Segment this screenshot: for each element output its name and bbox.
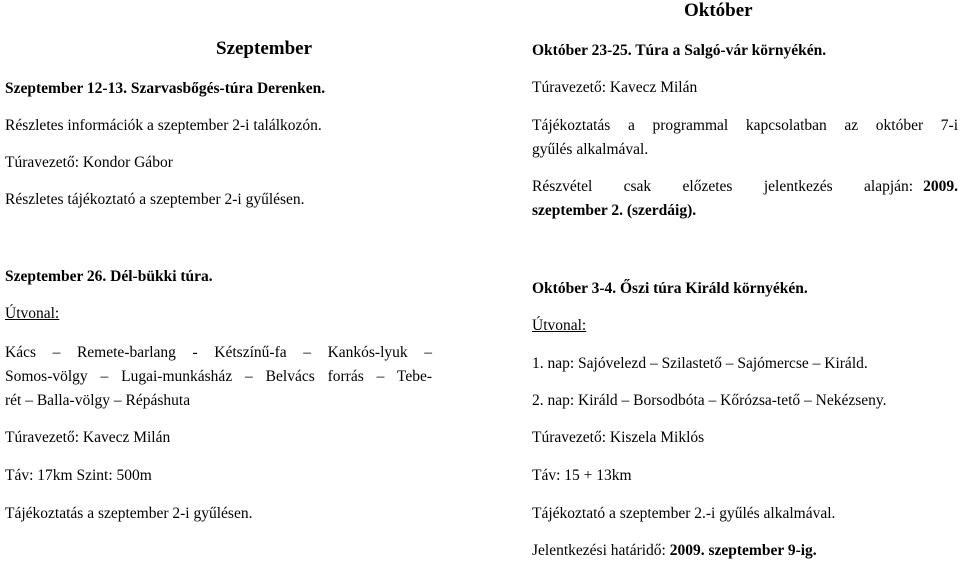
- september-tour-title: Szeptember 12-13. Szarvasbőgés-túra Derenken.: [5, 80, 326, 97]
- october-participation-line1: [532, 178, 958, 196]
- del-bukki-route-line1: Kács – Remete-barlang - Kétszínű-fa – Kankós-lyuk –: [5, 344, 432, 361]
- del-bukki-guide: Túravezető: Kavecz Milán: [5, 429, 171, 446]
- kirald-guide: Túravezető: Kiszela Miklós: [532, 429, 705, 446]
- del-bukki-route-line3: rét – Balla-völgy – Répáshuta: [5, 392, 191, 409]
- kirald-info: Tájékoztató a szeptember 2.-i gyűlés alkalmával.: [532, 505, 836, 522]
- del-bukki-info: Tájékoztatás a szeptember 2-i gyűlésen.: [5, 505, 253, 522]
- october-participation-line2: szeptember 2. (szerdáig).: [532, 202, 697, 219]
- del-bukki-title: Szeptember 26. Dél-bükki túra.: [5, 268, 213, 285]
- deadline-date: 2009. szeptember 9-ig.: [669, 542, 817, 559]
- del-bukki-route-line2: Somos-völgy – Lugai-munkásház – Belvács forrás – Tebe-: [5, 368, 432, 385]
- september-tour-guide: Túravezető: Kondor Gábor: [5, 154, 173, 171]
- kirald-title: Október 3-4. Őszi túra Királd környékén.: [532, 280, 808, 297]
- kirald-distance: Táv: 15 + 13km: [532, 467, 632, 484]
- del-bukki-distance: Táv: 17km Szint: 500m: [5, 467, 152, 484]
- september-tour-info: Részletes információk a szeptember 2-i találkozón.: [5, 117, 322, 134]
- september-tour-details: Részletes tájékoztató a szeptember 2-i gyűlésen.: [5, 191, 305, 208]
- deadline-label: Jelentkezési határidő:: [532, 542, 666, 559]
- kirald-day2: 2. nap: Királd – Borsodbóta – Kőrózsa-tető – Nekézseny.: [532, 392, 887, 409]
- kirald-day1: 1. nap: Sajóvelezd – Szilastető – Sajómercse – Királd.: [532, 355, 868, 372]
- participation-year: 2009.: [923, 178, 958, 195]
- october-tour-guide: Túravezető: Kavecz Milán: [532, 79, 698, 96]
- october-tour-title: Október 23-25. Túra a Salgó-vár környékén.: [532, 42, 827, 59]
- october-tour-info-line1: Tájékoztatás a programmal kapcsolatban az október 7-i: [532, 117, 958, 134]
- del-bukki-route-label: Útvonal:: [5, 305, 60, 322]
- october-heading: Október: [684, 0, 753, 21]
- october-tour-info-line2: gyűlés alkalmával.: [532, 141, 649, 158]
- kirald-route-label: Útvonal:: [532, 317, 587, 334]
- september-heading: Szeptember: [216, 38, 313, 59]
- kirald-deadline: [532, 542, 817, 560]
- participation-text: Részvétel csak előzetes jelentkezés alapján:: [532, 178, 914, 195]
